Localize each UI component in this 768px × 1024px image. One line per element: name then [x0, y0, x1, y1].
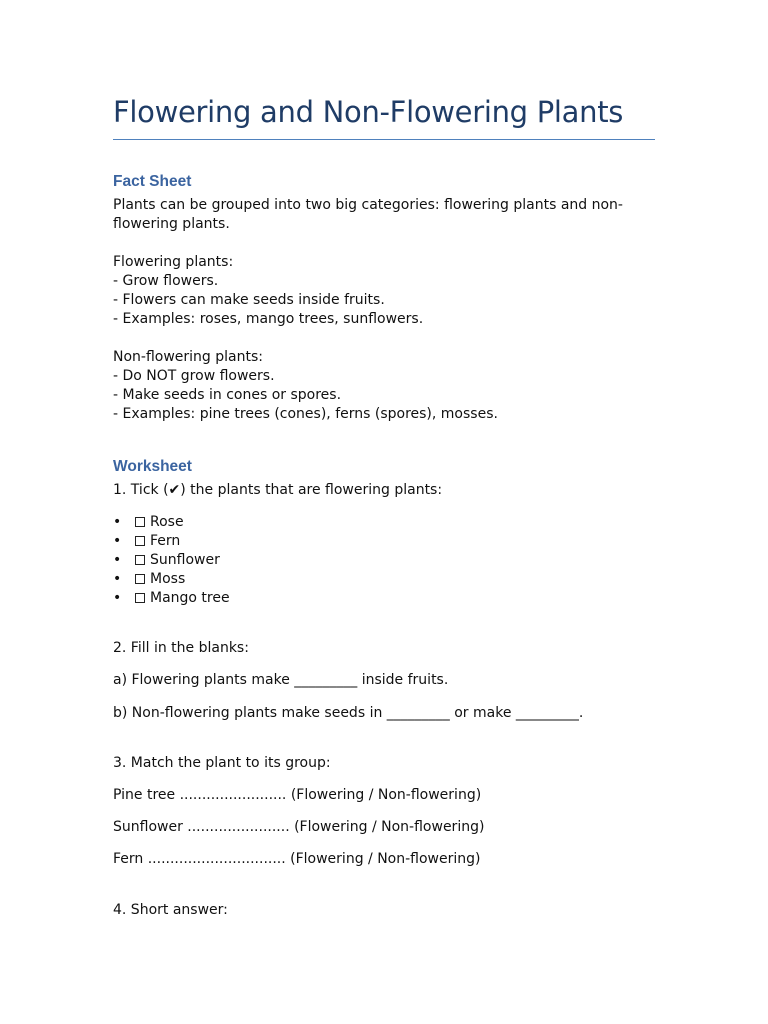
non-flowering-line: - Examples: pine trees (cones), ferns (spores), mosses.: [113, 406, 498, 422]
fact-sheet-heading: Fact Sheet: [113, 173, 192, 190]
option-label: Rose: [150, 513, 184, 530]
question-3-prompt: 3. Match the plant to its group:: [113, 755, 331, 771]
question-1-options: [113, 512, 230, 607]
question-2b: b) Non-flowering plants make seeds in _________ or make _________.: [113, 705, 584, 721]
page-title: Flowering and Non-Flowering Plants: [113, 95, 624, 129]
bullet-icon: •: [113, 532, 122, 549]
non-flowering-label: Non-flowering plants:: [113, 349, 263, 365]
question-1-prompt: 1. Tick (✔) the plants that are flowering plants:: [113, 482, 443, 498]
bullet-icon: •: [113, 570, 122, 587]
option-label: Mango tree: [150, 589, 230, 606]
flowering-label: Flowering plants:: [113, 254, 234, 270]
option-label: Fern: [150, 532, 181, 549]
list-item: [113, 569, 230, 588]
checkbox[interactable]: [135, 593, 145, 603]
list-item: [113, 588, 230, 607]
question-4-prompt: 4. Short answer:: [113, 902, 228, 918]
checkbox[interactable]: [135, 536, 145, 546]
title-divider: [113, 139, 655, 140]
list-item: [113, 531, 230, 550]
question-2-prompt: 2. Fill in the blanks:: [113, 640, 249, 656]
bullet-icon: •: [113, 513, 122, 530]
checkbox[interactable]: [135, 574, 145, 584]
option-label: Sunflower: [150, 551, 220, 568]
match-row: Sunflower ....................... (Flowering / Non-flowering): [113, 819, 485, 835]
option-label: Moss: [150, 570, 186, 587]
checkbox[interactable]: [135, 555, 145, 565]
fact-sheet-intro: Plants can be grouped into two big categories: flowering plants and non-flowering plants.: [113, 197, 623, 232]
list-item: [113, 512, 230, 531]
non-flowering-line: - Do NOT grow flowers.: [113, 368, 275, 384]
non-flowering-line: - Make seeds in cones or spores.: [113, 387, 342, 403]
list-item: [113, 550, 230, 569]
worksheet-heading: Worksheet: [113, 458, 192, 475]
question-2a: a) Flowering plants make _________ inside fruits.: [113, 672, 449, 688]
bullet-icon: •: [113, 589, 122, 606]
flowering-line: - Examples: roses, mango trees, sunflowers.: [113, 311, 424, 327]
match-row: Fern ............................... (Flowering / Non-flowering): [113, 851, 481, 867]
checkbox[interactable]: [135, 517, 145, 527]
bullet-icon: •: [113, 551, 122, 568]
flowering-line: - Flowers can make seeds inside fruits.: [113, 292, 385, 308]
match-row: Pine tree ........................ (Flowering / Non-flowering): [113, 787, 482, 803]
flowering-line: - Grow flowers.: [113, 273, 219, 289]
